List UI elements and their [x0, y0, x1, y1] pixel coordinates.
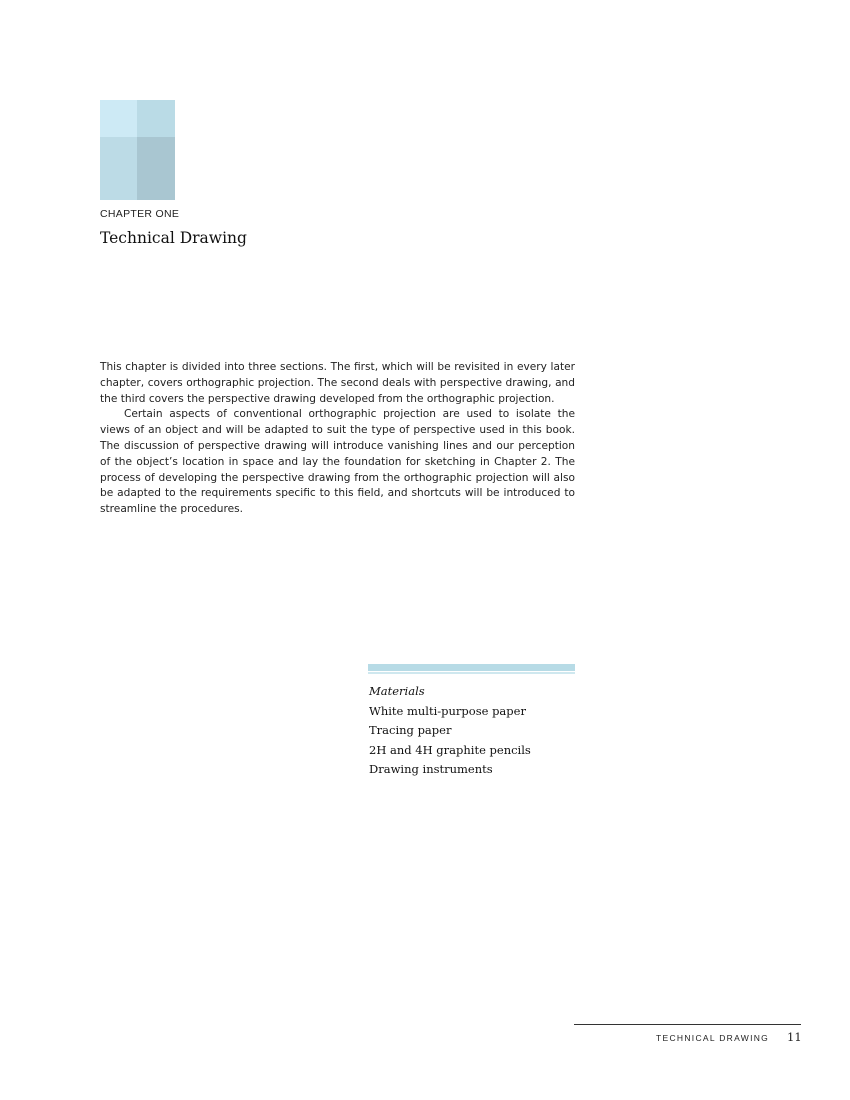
body-paragraph: This chapter is divided into three sections. The first, which will be revisited in every later chapter, covers orthographic projection. The second deals with perspective drawing, and the third covers the perspective drawing developed from the orthographic projection.: [100, 361, 575, 405]
chapter-color-block: [100, 100, 175, 200]
materials-accent-bar: [368, 664, 575, 671]
materials-list: [369, 702, 589, 780]
materials-item: White multi-purpose paper: [369, 703, 526, 718]
chapter-title: Technical Drawing: [100, 229, 247, 247]
page-number: 11: [787, 1030, 802, 1044]
chapter-block-square: [137, 100, 175, 137]
materials-sidebar: [369, 682, 589, 780]
chapter-block-square: [100, 137, 137, 200]
materials-item: 2H and 4H graphite pencils: [369, 742, 531, 757]
chapter-block-square: [100, 100, 137, 137]
body-text: [100, 360, 575, 518]
footer-rule: [574, 1024, 801, 1025]
running-footer-title: TECHNICAL DRAWING: [656, 1033, 770, 1043]
chapter-block-square: [137, 137, 175, 200]
materials-accent-rule: [368, 672, 575, 674]
materials-heading: Materials: [369, 684, 425, 698]
chapter-label: CHAPTER ONE: [100, 208, 180, 220]
materials-item: Tracing paper: [369, 723, 452, 737]
materials-item: Drawing instruments: [369, 762, 493, 776]
body-paragraph: Certain aspects of conventional orthographic projection are used to isolate the views of an object and will be adapted to suit the type of perspective used in this book. The discussion of perspective drawing will introduce vanishing lines and our perception of the object’s location in space and lay the foundation for sketching in Chapter 2. The process of developing the perspective drawing from the orthographic projection will also be adapted to the requirements specific to this field, and shortcuts will be introduced to streamline the procedures.: [100, 408, 575, 516]
